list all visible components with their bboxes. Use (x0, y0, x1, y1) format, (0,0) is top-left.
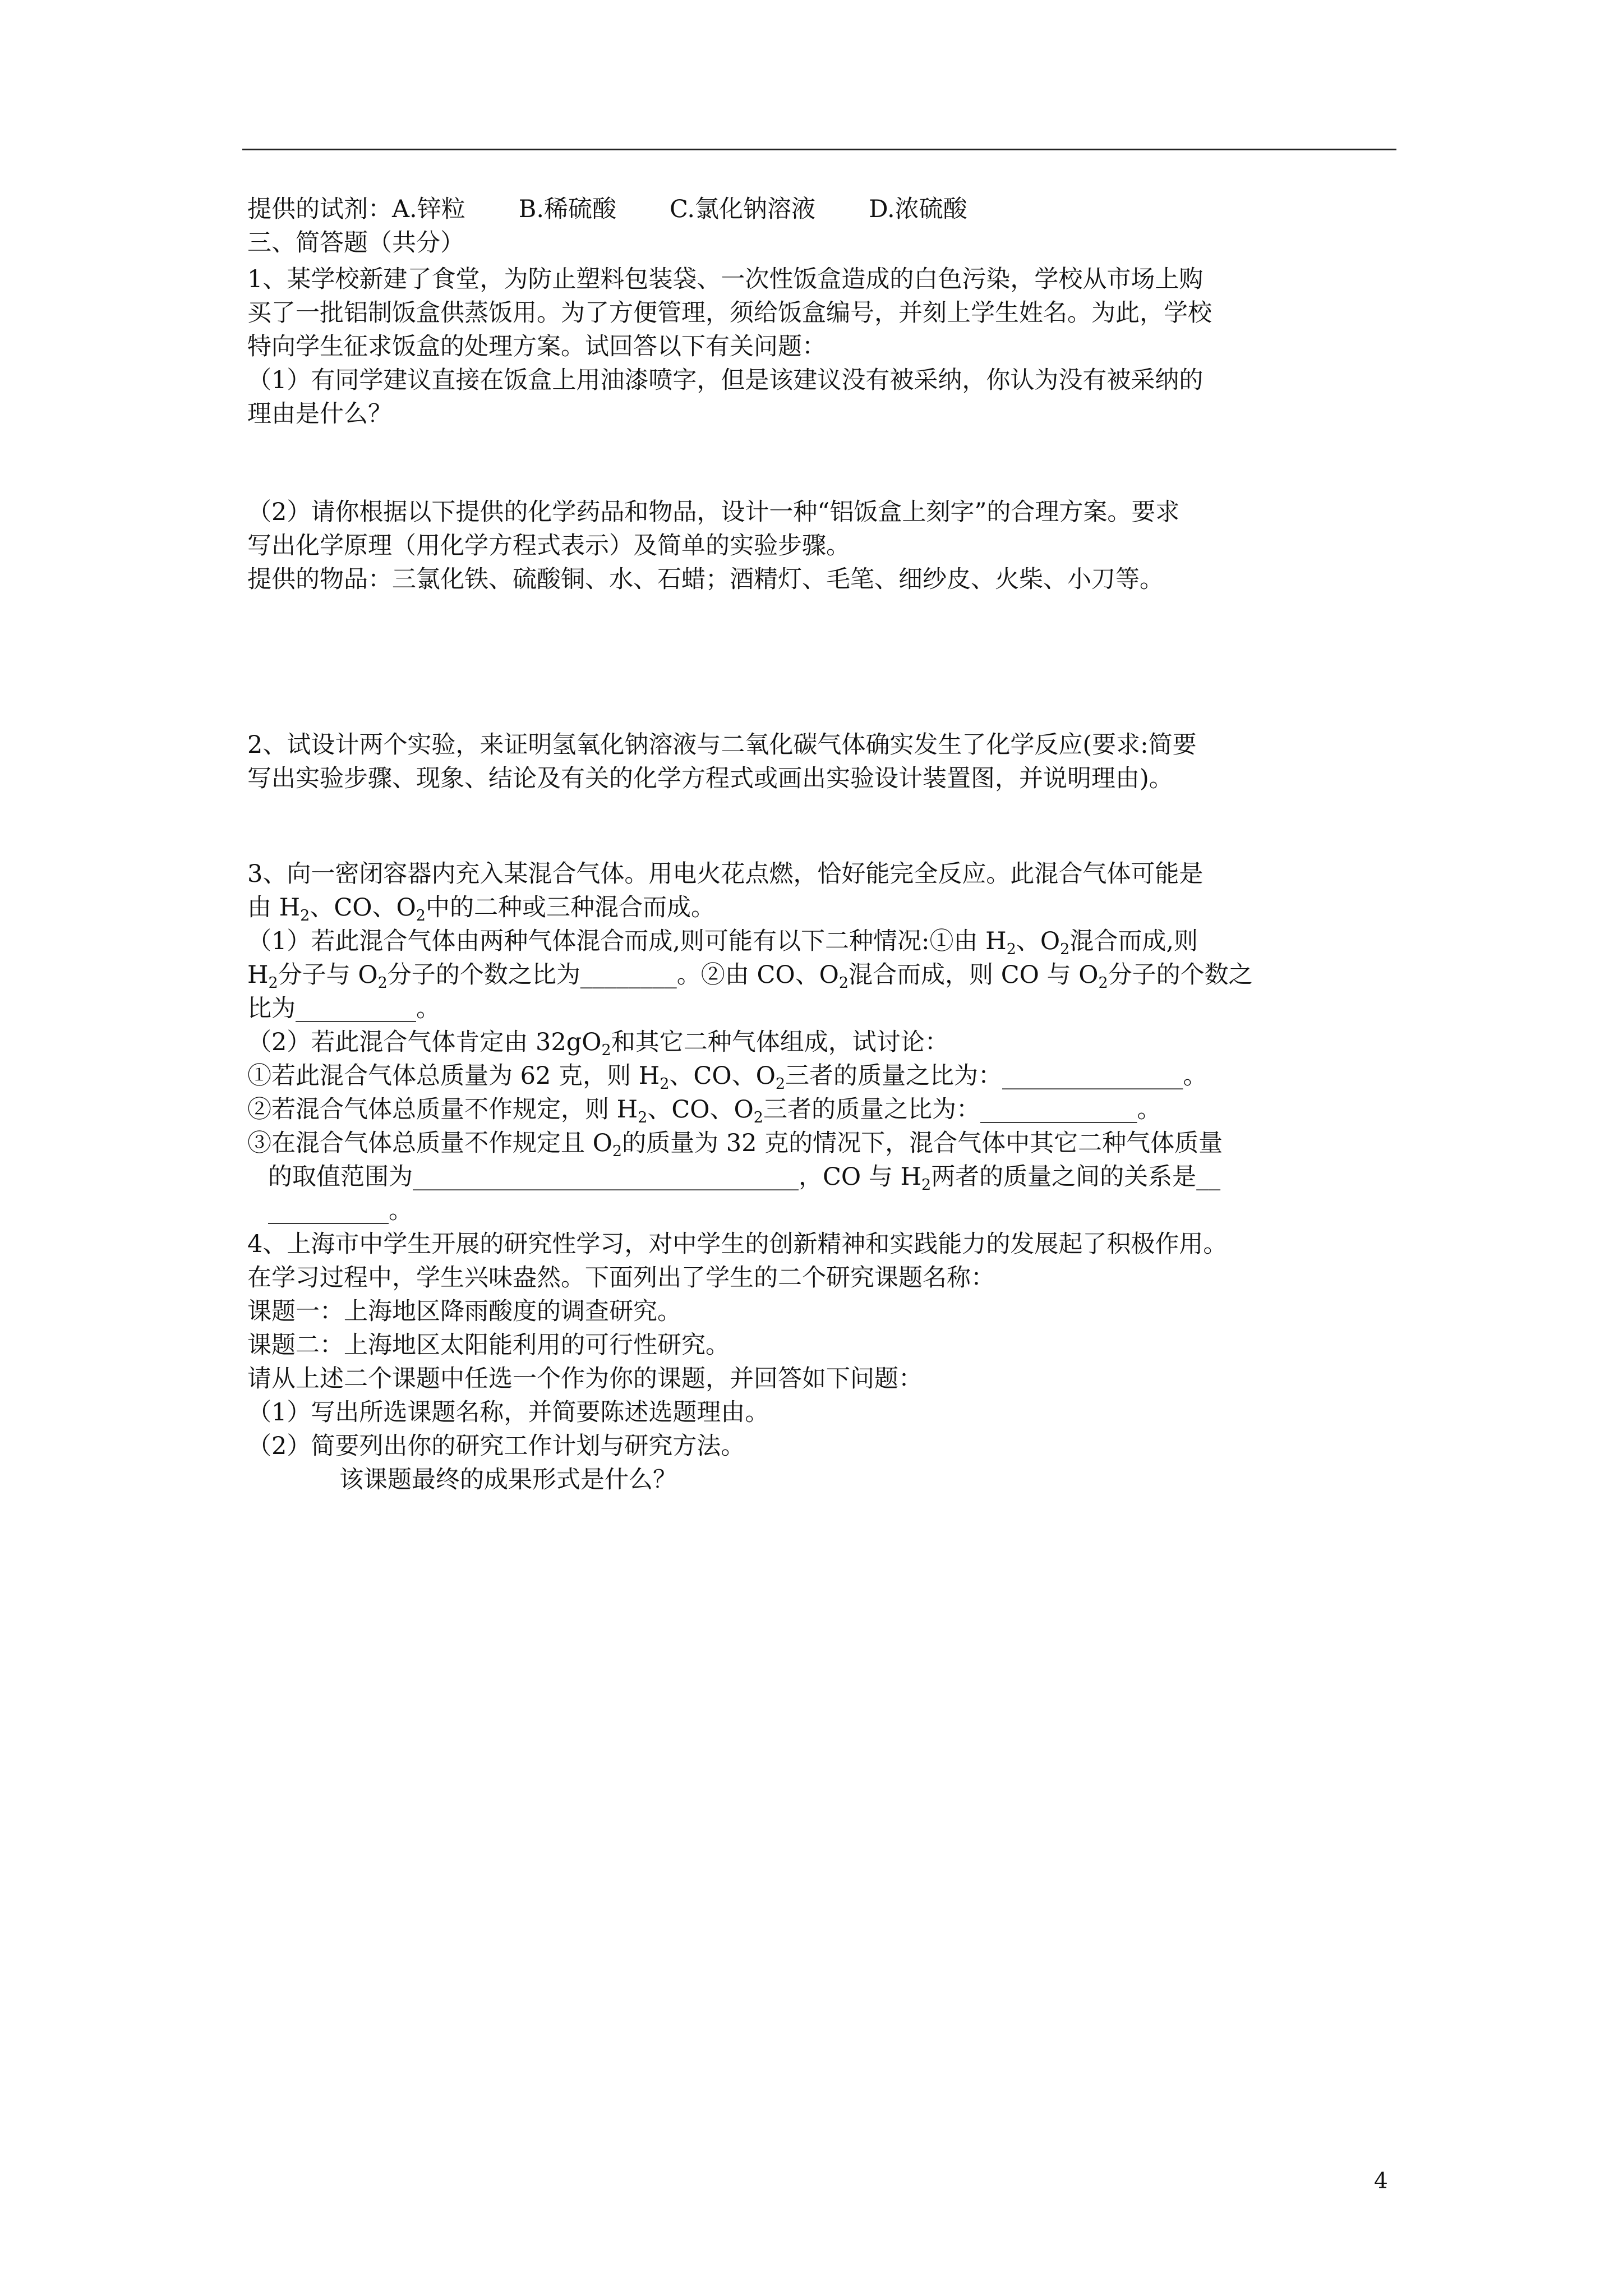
q4-part1: （1）写出所选课题名称，并简要陈述选题理由。 (247, 1398, 769, 1427)
q3-line: 3、向一密闭容器内充入某混合气体。用电火花点燃，恰好能完全反应。此混合气体可能是 (247, 860, 1204, 888)
q2-line: 2、试设计两个实验，来证明氢氧化钠溶液与二氧化碳气体确实发生了化学反应(要求:简要 (247, 731, 1197, 759)
q1-part2-line: 写出化学原理（用化学方程式表示）及简单的实验步骤。 (247, 532, 850, 560)
q3-case3: __________。 (268, 1197, 413, 1225)
reagents-prefix: 提供的试剂： (247, 195, 392, 223)
q3-part1-line: $H_2$分子与 $O_2$分子的个数之比为________。②由 CO、$O_2$混合而成，则 CO 与 $O_2$分子的个数之 (247, 961, 1253, 992)
q3-case3: ③在混合气体总质量不作规定且 $O_2$的质量为 32 克的情况下，混合气体中其它二种气体质量 (247, 1129, 1223, 1160)
q4-part2: （2）简要列出你的研究工作计划与研究方法。 (247, 1432, 745, 1460)
q1-stem-line: 特向学生征求饭盒的处理方案。试回答以下有关问题： (247, 333, 826, 361)
q3-case3: 的取值范围为________________________________，CO 与 $H_2$两者的质量之间的关系是__ (268, 1163, 1221, 1194)
q3-case1: ①若此混合气体总质量为 62 克，则 $H_2$、CO、$O_2$三者的质量之比为：_______________。 (247, 1062, 1207, 1093)
q3-part2-line: （2）若此混合气体肯定由 $32gO_2$和其它二种气体组成，试讨论： (247, 1028, 949, 1059)
q1-stem-line: 1、某学校新建了食堂，为防止塑料包装袋、一次性饭盒造成的白色污染，学校从市场上购 (247, 265, 1204, 293)
q1-part1-line: （1）有同学建议直接在饭盒上用油漆喷字，但是该建议没有被采纳，你认为没有被采纳的 (247, 366, 1204, 394)
q3-case2: ②若混合气体总质量不作规定，则 $H_2$、CO、$O_2$三者的质量之比为：_____________。 (247, 1096, 1161, 1126)
page-number: 4 (1374, 2169, 1388, 2194)
q3-part1-line: 比为__________。 (247, 995, 440, 1023)
reagents-line (247, 194, 967, 225)
reagent-a: A.锌粒 (392, 195, 465, 223)
reagent-b: B.稀硫酸 (518, 195, 617, 223)
q4-instruction: 请从上述二个课题中任选一个作为你的课题，并回答如下问题： (247, 1365, 923, 1393)
q3-part1-line: （1）若此混合气体由两种气体混合而成,则可能有以下二种情况:①由 $H_2$、$O_2$混合而成,则 (247, 927, 1198, 958)
q1-materials: 提供的物品：三氯化铁、硫酸铜、水、石蜡；酒精灯、毛笔、细纱皮、火柴、小刀等。 (247, 565, 1164, 593)
q1-stem-line: 买了一批铝制饭盒供蒸饭用。为了方便管理，须给饭盒编号，并刻上学生姓名。为此，学校 (247, 299, 1212, 327)
q2-line: 写出实验步骤、现象、结论及有关的化学方程式或画出实验设计装置图，并说明理由)。 (247, 765, 1173, 793)
q4-line: 4、上海市中学生开展的研究性学习，对中学生的创新精神和实践能力的发展起了积极作用。 (247, 1230, 1228, 1258)
q4-part3: 该课题最终的成果形式是什么？ (339, 1466, 677, 1494)
q3-line: 由 $H_2$、CO、$O_2$中的二种或三种混合而成。 (247, 894, 715, 924)
reagent-c: C.氯化钠溶液 (670, 195, 816, 223)
section-heading: 三、简答题（共分） (247, 229, 464, 257)
q1-part1-line: 理由是什么？ (247, 400, 392, 428)
reagent-d: D.浓硫酸 (869, 195, 967, 223)
q4-topic: 课题一：上海地区降雨酸度的调查研究。 (247, 1297, 681, 1326)
q4-topic: 课题二：上海地区太阳能利用的可行性研究。 (247, 1331, 730, 1359)
q4-line: 在学习过程中，学生兴味盎然。下面列出了学生的二个研究课题名称： (247, 1264, 995, 1292)
header-rule (242, 149, 1396, 150)
q1-part2-line: （2）请你根据以下提供的化学药品和物品，设计一种“铝饭盒上刻字”的合理方案。要求 (247, 498, 1180, 526)
